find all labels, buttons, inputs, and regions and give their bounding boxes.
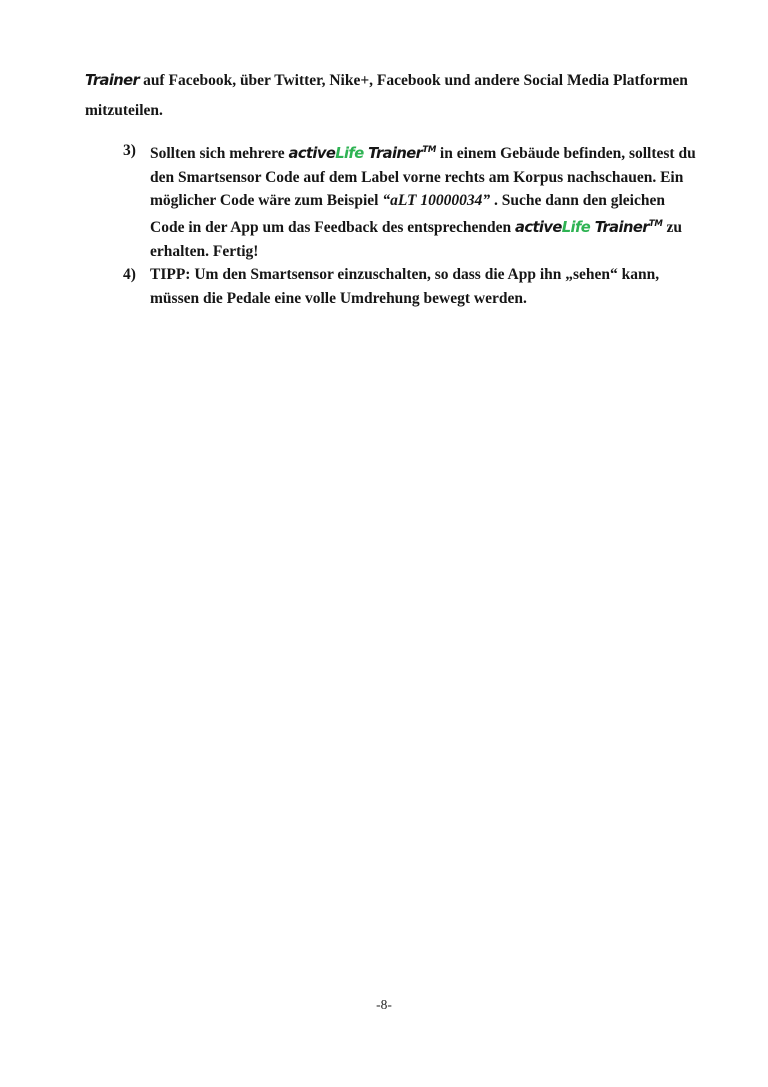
text-segment-brand: Trainer	[590, 219, 649, 237]
text-segment-brand: Trainer	[363, 145, 423, 163]
text-segment-brand: active	[515, 219, 562, 237]
text-segment-brand-green: Life	[561, 219, 591, 237]
text-segment-body: Sollten sich mehrere	[150, 145, 289, 163]
text-segment-brand: active	[288, 145, 336, 163]
text-segment-code: “aLT 10000034”	[382, 192, 491, 210]
text-segment-body: . Suche dann den gleichen Code in der App um das Feedback des entsprechenden	[150, 192, 665, 237]
page-content	[85, 66, 699, 310]
intro-paragraph	[85, 66, 699, 126]
instruction-list	[123, 139, 699, 310]
list-item-text	[150, 263, 699, 310]
text-segment-brand: Trainer	[85, 72, 140, 89]
list-number: 4)	[123, 266, 136, 284]
text-segment-tm: TM	[648, 218, 663, 229]
list-item-3	[123, 139, 699, 263]
text-segment-tm: TM	[422, 145, 437, 155]
page-footer	[0, 997, 768, 1013]
text-segment-body: TIPP: Um den Smartsensor einzuschalten, so dass die App ihn „sehen“ kann, müssen die Pedale eine volle Umdrehung bewegt werden.	[150, 266, 660, 307]
list-item-text	[150, 139, 699, 263]
list-number: 3)	[123, 142, 136, 159]
page-number: -8-	[376, 997, 392, 1012]
text-segment-brand-green: Life	[335, 145, 364, 163]
text-segment-body: in einem Gebäude befinden, solltest du den Smartsensor Code auf dem Label vorne rechts am Korpus nachschauen. Ein möglicher Code wäre zum Beispiel	[150, 145, 696, 210]
text-segment-body: zu erhalten. Fertig!	[150, 219, 682, 260]
list-item-4	[123, 263, 699, 310]
text-segment-body: auf Facebook, über Twitter, Nike+, Facebook und andere Social Media Platformen mitzuteilen.	[85, 72, 688, 119]
